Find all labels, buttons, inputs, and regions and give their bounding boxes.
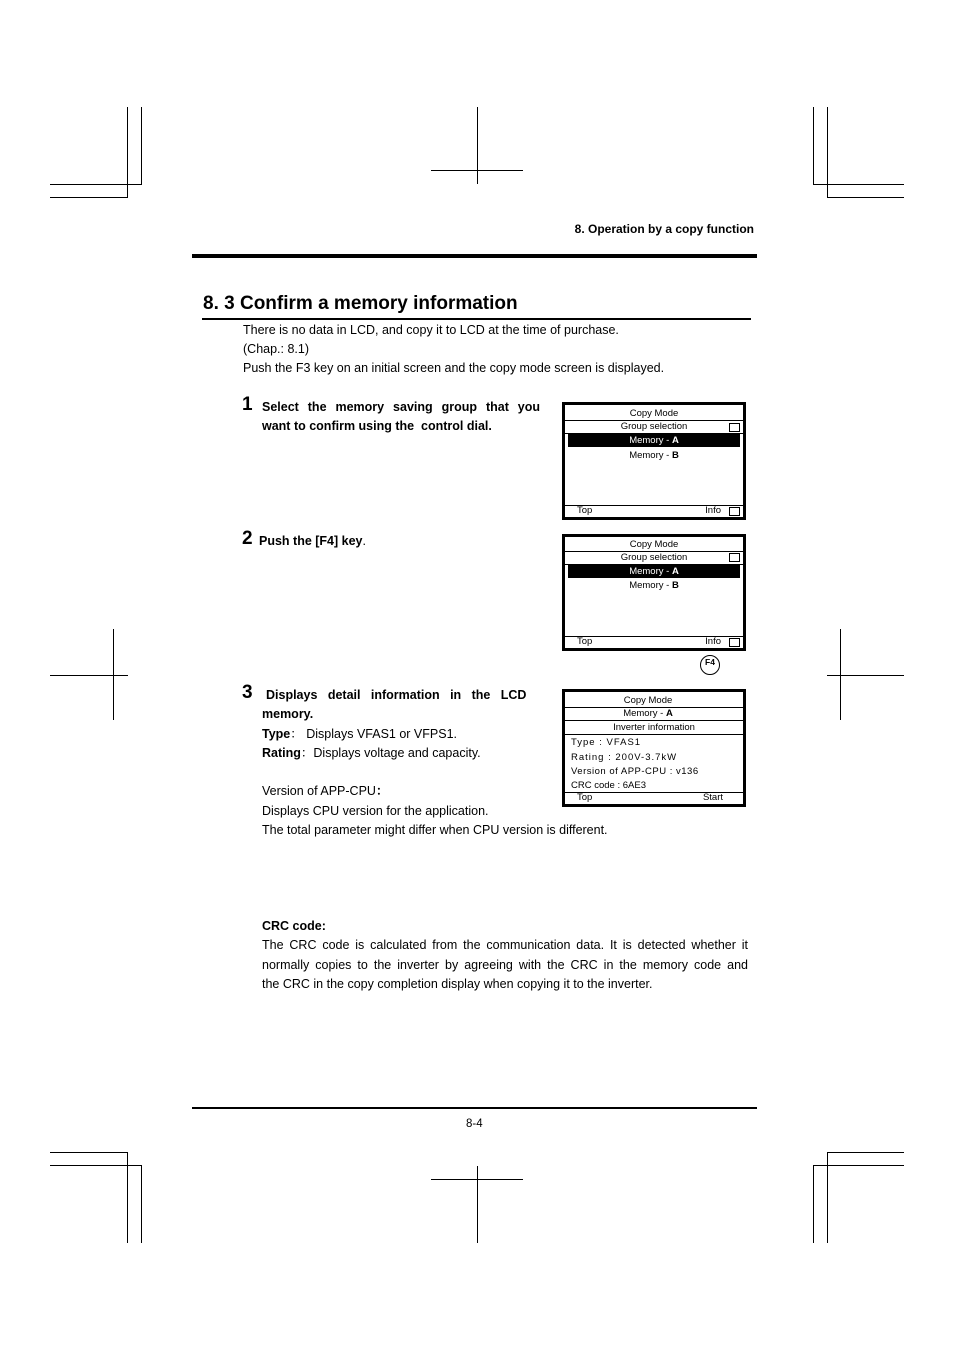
lcd-footer-top: Top (577, 505, 593, 516)
lcd-item-memory-b: Memory - B (629, 450, 679, 461)
lcd-footer (565, 504, 743, 517)
lcd-item-memory-a: Memory - A (568, 434, 740, 447)
step-2-text: Push the [F4] key. (259, 534, 366, 548)
crc-heading: CRC code: (262, 919, 326, 933)
page-number: 8-4 (466, 1118, 483, 1130)
intro-line-3: Push the F3 key on an initial screen and the copy mode screen is displayed. (243, 361, 665, 375)
step-3-number: 3 (242, 682, 253, 703)
lcd-screen-inverter-information (562, 689, 746, 807)
footer-rule (192, 1107, 757, 1109)
crc-paragraph (262, 936, 748, 995)
lcd-footer (565, 635, 743, 648)
step-3-text-line-1: Displays detail information in the LCD (266, 688, 527, 702)
lcd-screen-group-selection-f4 (562, 534, 746, 651)
lcd-footer (565, 791, 743, 804)
crc-line-1: The CRC code is calculated from the communication data. It is detected whether it (262, 938, 748, 952)
step-1-text-line-1: Select the memory saving group that you (262, 400, 541, 414)
type-description: Type： Displays VFAS1 or VFPS1. (262, 727, 458, 741)
checkbox-icon (729, 553, 740, 562)
lcd-version-line: Version of APP-CPU : v136 (571, 766, 699, 777)
step-3-text-line-2: memory. (262, 707, 314, 721)
lcd-rating-line: Rating : 200V-3.7kW (571, 752, 678, 763)
lcd-subtitle: Group selection (620, 421, 688, 432)
lcd-screen-group-selection (562, 402, 746, 520)
checkbox-icon (729, 507, 740, 516)
version-description-1: Displays CPU version for the application. (262, 804, 489, 818)
intro-line-2: (Chap.: 8.1) (243, 342, 310, 356)
f4-key-icon: F4 (700, 655, 720, 675)
lcd-title: Copy Mode (629, 408, 679, 419)
lcd-crc-line: CRC code : 6AE3 (571, 780, 646, 791)
lcd-title: Copy Mode (623, 695, 673, 706)
lcd-footer-info: Info (705, 505, 721, 516)
crc-line-3: the CRC in the copy completion display when copying it to the inverter. (262, 977, 653, 991)
step-2-number: 2 (242, 528, 253, 549)
lcd-footer-info: Info (705, 636, 721, 647)
lcd-footer-top: Top (577, 792, 593, 803)
lcd-footer-start: Start (702, 792, 723, 803)
lcd-subtitle: Group selection (620, 552, 688, 563)
lcd-item-memory-b: Memory - B (629, 580, 679, 591)
rating-description: Rating：Displays voltage and capacity. (262, 746, 481, 760)
section-heading: 8. 3 Confirm a memory information (203, 293, 518, 314)
version-description-2: The total parameter might differ when CPU version is different. (262, 823, 608, 837)
lcd-type-line: Type : VFAS1 (571, 737, 642, 748)
checkbox-icon (729, 638, 740, 647)
version-label: Version of APP-CPU： (262, 784, 389, 798)
step-1-number: 1 (242, 394, 253, 415)
section-heading-rule (202, 318, 751, 320)
lcd-subtitle: Inverter information (613, 722, 695, 733)
lcd-memory-label: Memory - A (623, 708, 673, 719)
lcd-item-memory-a: Memory - A (568, 565, 740, 578)
header-section-title: 8. Operation by a copy function (574, 222, 754, 236)
intro-line-1: There is no data in LCD, and copy it to LCD at the time of purchase. (243, 323, 619, 337)
header-rule (192, 254, 757, 258)
lcd-footer-top: Top (577, 636, 593, 647)
checkbox-icon (729, 423, 740, 432)
crc-line-2: normally copies to the inverter by agreeing with the CRC in the memory code and (262, 957, 748, 972)
step-1-text-line-2: want to confirm using the control dial. (262, 419, 492, 433)
lcd-title: Copy Mode (629, 539, 679, 550)
